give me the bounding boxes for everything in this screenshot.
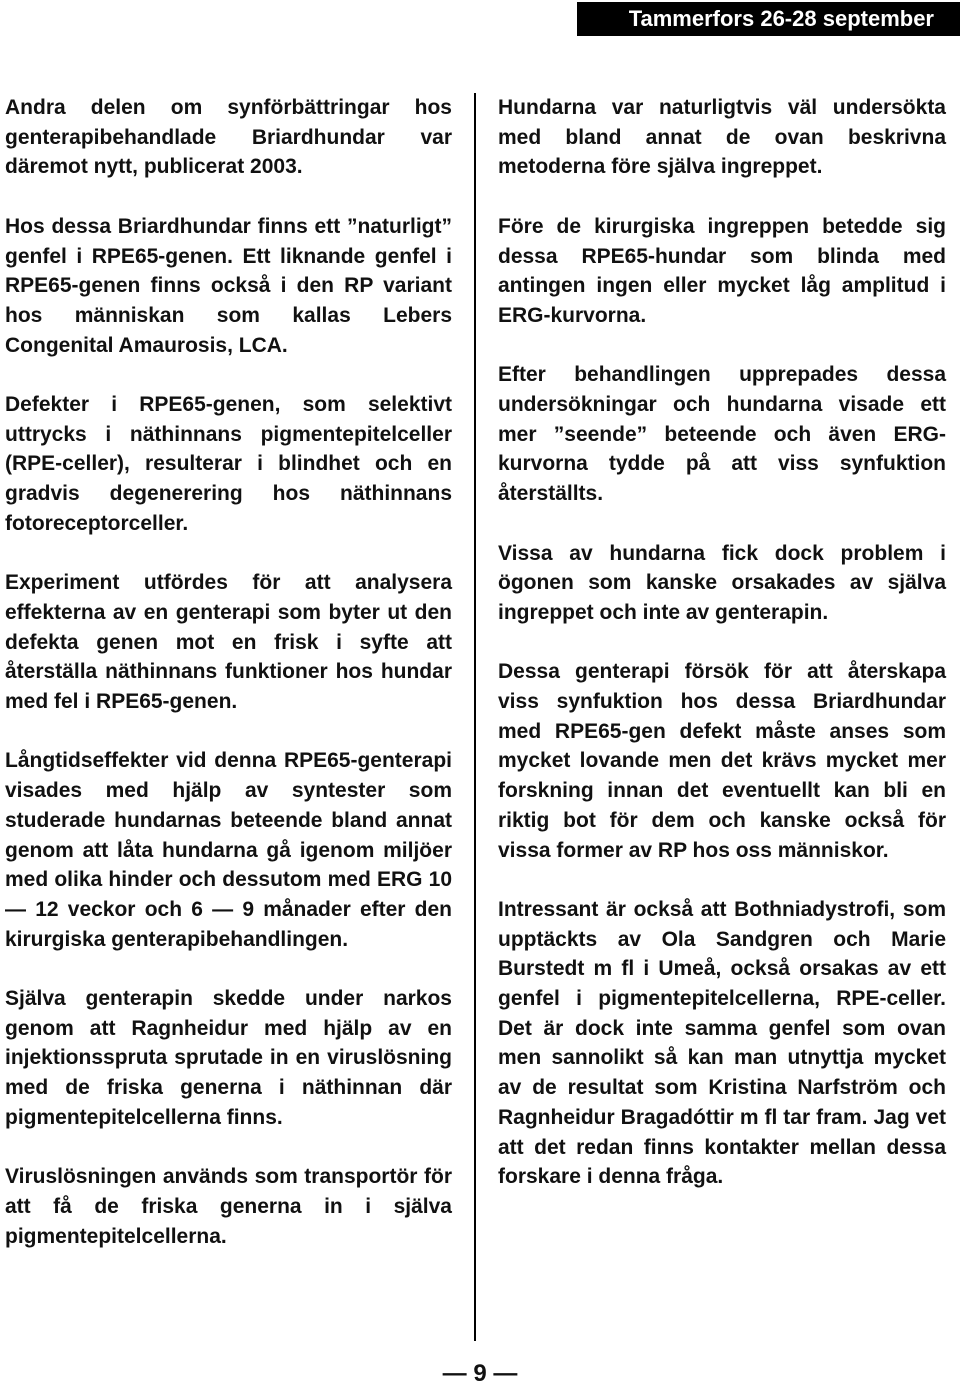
paragraph: Långtidseffekter vid denna RPE65-genterapi visades med hjälp av syntester som studerade hundarnas beteende bland annat genom att låta hundarna gå igenom miljöer med olika hinder och dessutom med ERG 10 — 12 veckor och 6 — 9 månader efter den kirurgiska genterapibehandlingen. (5, 749, 452, 951)
paragraph: Defekter i RPE65-genen, som selektivt uttrycks i näthinnans pigmentepitelceller (RPE-celler), resulterar i blindhet och en gradvis degenerering hos näthinnans fotoreceptorceller. (5, 393, 452, 535)
paragraph: Efter behandlingen upprepades dessa undersökningar och hundarna visade ett mer ”seende” beteende och även ERG-kurvorna tydde på att viss synfuktion återställts. (498, 363, 946, 506)
paragraph: Experiment utfördes för att analysera effekterna av en genterapi som byter ut den defekta genen mot en frisk i syfte att återställa näthinnans funktioner hos hundar med fel i RPE65-genen. (5, 571, 452, 714)
column-divider (474, 93, 476, 1341)
paragraph: Viruslösningen används som transportör för att få de friska generna in i själva pigmentepitelcellerna. (5, 1165, 452, 1248)
header-title: Tammerfors 26-28 september (628, 6, 934, 31)
right-column (498, 93, 946, 1222)
left-column (5, 93, 452, 1281)
page-number: — 9 — (442, 1360, 518, 1387)
paragraph: Hundarna var naturligtvis väl undersökta med bland annat de ovan beskrivna metoderna före själva ingreppet. (498, 96, 946, 179)
paragraph: Andra delen om synförbättringar hos genterapibehandlade Briardhundar var däremot nytt, publicerat 2003. (5, 96, 452, 179)
paragraph: Själva genterapin skedde under narkos genom att Ragnheidur med hjälp av en injektionsspruta sprutade in en viruslösning med de friska generna i näthinnan där pigmentepitelcellerna finns. (5, 987, 452, 1129)
paragraph: Dessa genterapi försök för att återskapa viss synfuktion hos dessa Briardhundar med RPE65-gen defekt måste anses som mycket lovande men det krävs mycket mer forskning innan det eventuellt kan bli en riktig bot för dem och kanske också för vissa former av RP hos oss människor. (498, 660, 946, 862)
paragraph: Hos dessa Briardhundar finns ett ”naturligt” genfel i RPE65-genen. Ett liknande genfel i RPE65-genen finns också i den RP variant hos människan som kallas Lebers Congenital Amaurosis, LCA. (5, 214, 452, 357)
header-banner (577, 2, 960, 36)
paragraph: Före de kirurgiska ingreppen betedde sig dessa RPE65-hundar som blinda med antingen ingen eller mycket låg amplitud i ERG-kurvorna. (498, 214, 946, 327)
paragraph: Intressant är också att Bothniadystrofi, som upptäckts av Ola Sandgren och Marie Burstedt m fl i Umeå, också orsakas av ett genfel i pigmentepitelcellerna, RPE-celler. Det är dock inte samma genfel som ovan men sannolikt så kan man utnyttja mycket av de resultat som Kristina Narfström och Ragnheidur Bragadóttir m fl tar fram. Jag vet att det redan finns kontakter mellan dessa forskare i denna fråga. (498, 897, 946, 1189)
paragraph: Vissa av hundarna fick dock problem i ögonen som kanske orsakades av själva ingreppet och inte av genterapin. (498, 541, 946, 624)
